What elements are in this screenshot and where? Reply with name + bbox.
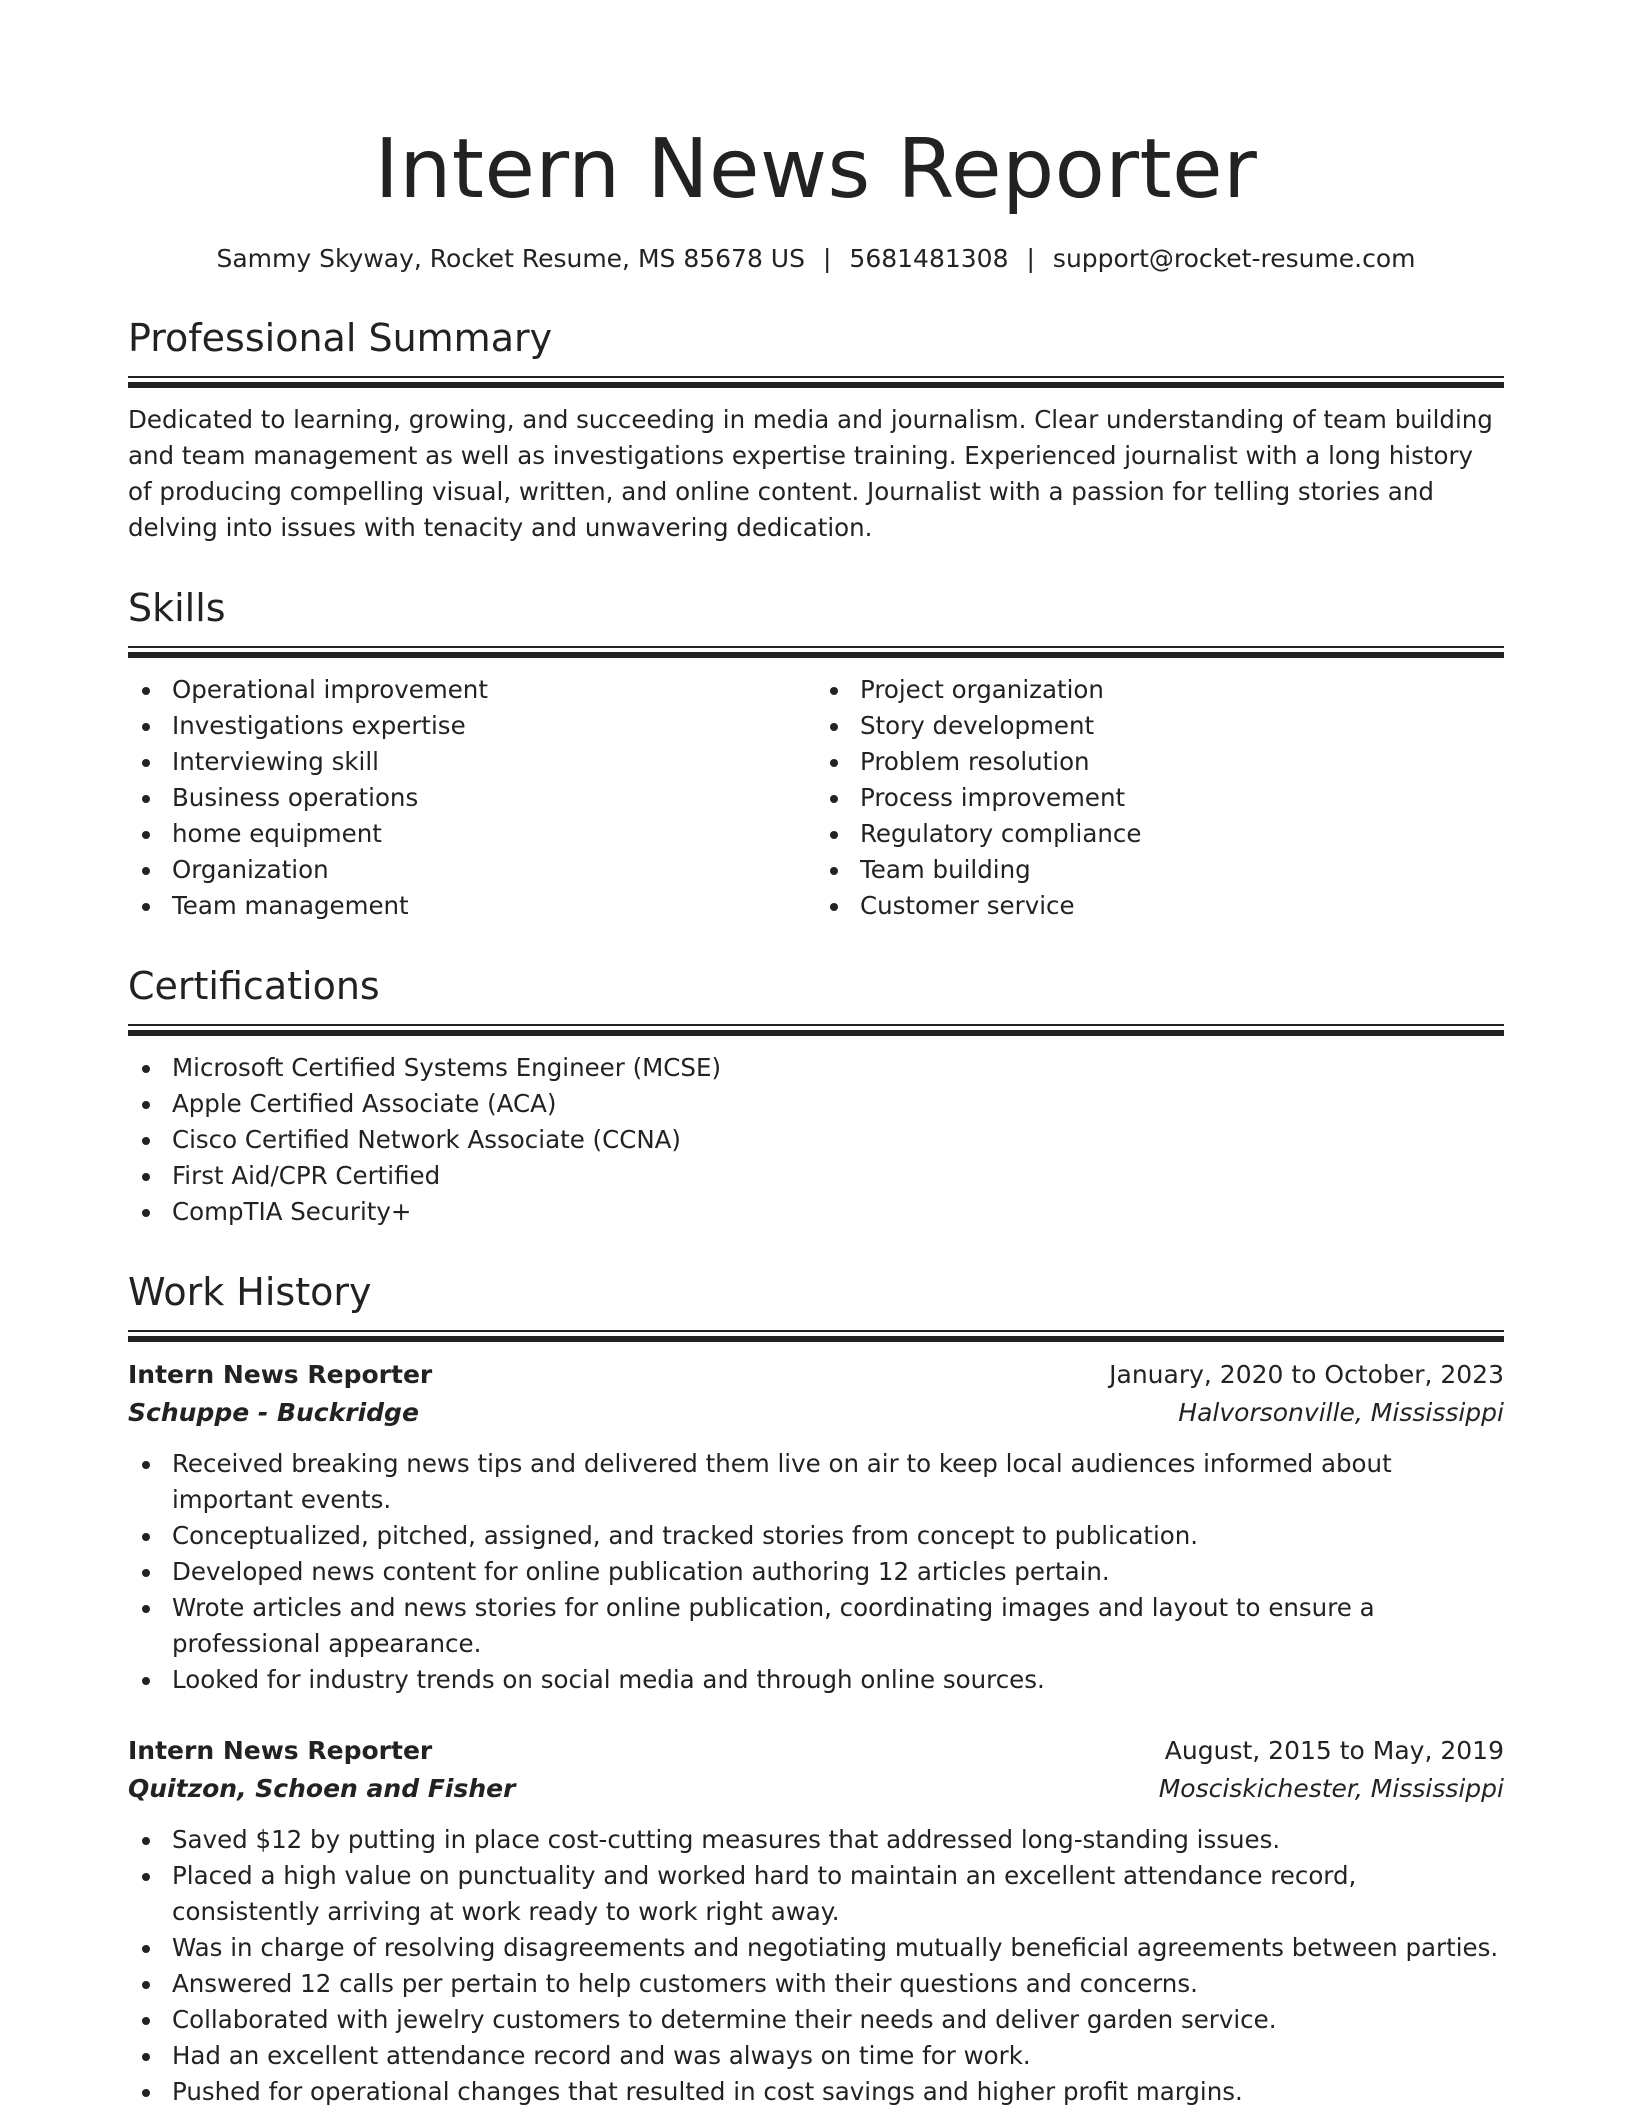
job-duties-list xyxy=(128,1822,1504,2110)
resume-name: Intern News Reporter xyxy=(374,122,1258,217)
job-duty-item: Developed news content for online publication authoring 12 articles pertain. xyxy=(128,1554,1504,1590)
job-location: Halvorsonville, Mississippi xyxy=(1178,1398,1504,1427)
work-history-section xyxy=(128,1270,1504,2110)
skills-list-right xyxy=(816,672,1504,924)
job-entry xyxy=(128,1732,1504,2110)
contact-email: support@rocket-resume.com xyxy=(1052,244,1416,273)
job-subheader-row xyxy=(128,1770,1504,1808)
job-duties-list xyxy=(128,1446,1504,1698)
section-divider xyxy=(128,376,1504,388)
skill-item: Customer service xyxy=(816,888,1504,924)
certifications-section xyxy=(128,964,1504,1230)
summary-section xyxy=(128,316,1504,546)
job-title: Intern News Reporter xyxy=(128,1360,433,1389)
skill-item: Story development xyxy=(816,708,1504,744)
skill-item: Investigations expertise xyxy=(128,708,816,744)
certification-item: Cisco Certified Network Associate (CCNA) xyxy=(128,1122,1504,1158)
job-duty-item: Conceptualized, pitched, assigned, and tracked stories from concept to publication. xyxy=(128,1518,1504,1554)
job-duty-item: Looked for industry trends on social media and through online sources. xyxy=(128,1662,1504,1698)
job-duty-item: Placed a high value on punctuality and worked hard to maintain an excellent attendance record, consistently arriving at work ready to work right away. xyxy=(128,1858,1504,1930)
skill-item: Organization xyxy=(128,852,816,888)
job-duty-item: Collaborated with jewelry customers to determine their needs and deliver garden service. xyxy=(128,2002,1504,2038)
job-entry xyxy=(128,1356,1504,1698)
work-history-heading: Work History xyxy=(128,1270,372,1314)
skill-item: Project organization xyxy=(816,672,1504,708)
job-duty-item: Wrote articles and news stories for online publication, coordinating images and layout to ensure a professional appearance. xyxy=(128,1590,1504,1662)
certification-item: Microsoft Certified Systems Engineer (MCSE) xyxy=(128,1050,1504,1086)
skill-item: Team building xyxy=(816,852,1504,888)
certification-item: First Aid/CPR Certified xyxy=(128,1158,1504,1194)
job-duty-item: Pushed for operational changes that resulted in cost savings and higher profit margins. xyxy=(128,2074,1504,2110)
job-duty-item: Saved $12 by putting in place cost-cutting measures that addressed long-standing issues. xyxy=(128,1822,1504,1858)
section-divider xyxy=(128,1330,1504,1342)
job-duty-item: Received breaking news tips and delivered them live on air to keep local audiences informed about important events. xyxy=(128,1446,1504,1518)
contact-phone: 5681481308 xyxy=(849,244,1009,273)
job-header-row xyxy=(128,1732,1504,1770)
section-divider xyxy=(128,1024,1504,1036)
skill-item: Process improvement xyxy=(816,780,1504,816)
job-duty-item: Was in charge of resolving disagreements and negotiating mutually beneficial agreements between parties. xyxy=(128,1930,1504,1966)
summary-text: Dedicated to learning, growing, and succeeding in media and journalism. Clear understanding of team building and team management as well as investigations expertise training. Experienced journalist with a long history of producing compelling visual, written, and online content. Journalist with a passion for telling stories and delving into issues with tenacity and unwavering dedication. xyxy=(128,405,1493,542)
certification-item: CompTIA Security+ xyxy=(128,1194,1504,1230)
certifications-heading: Certifications xyxy=(128,964,380,1008)
job-company: Quitzon, Schoen and Fisher xyxy=(128,1774,516,1803)
skills-list-left xyxy=(128,672,816,924)
skills-section xyxy=(128,586,1504,924)
contact-address: Sammy Skyway, Rocket Resume, MS 85678 US xyxy=(216,244,805,273)
skill-item: Interviewing skill xyxy=(128,744,816,780)
job-company: Schuppe - Buckridge xyxy=(128,1398,419,1427)
skill-item: Business operations xyxy=(128,780,816,816)
skill-item: home equipment xyxy=(128,816,816,852)
skills-heading: Skills xyxy=(128,586,226,630)
job-location: Mosciskichester, Mississippi xyxy=(1158,1774,1504,1803)
job-dates: January, 2020 to October, 2023 xyxy=(1109,1360,1504,1389)
certifications-list xyxy=(128,1050,1504,1230)
skill-item: Problem resolution xyxy=(816,744,1504,780)
job-duty-item: Answered 12 calls per pertain to help customers with their questions and concerns. xyxy=(128,1966,1504,2002)
skill-item: Operational improvement xyxy=(128,672,816,708)
section-divider xyxy=(128,646,1504,658)
skills-column-left xyxy=(128,672,816,924)
job-duty-item: Had an excellent attendance record and was always on time for work. xyxy=(128,2038,1504,2074)
job-subheader-row xyxy=(128,1394,1504,1432)
summary-heading: Professional Summary xyxy=(128,316,553,360)
job-header-row xyxy=(128,1356,1504,1394)
job-title: Intern News Reporter xyxy=(128,1736,433,1765)
job-dates: August, 2015 to May, 2019 xyxy=(1164,1736,1504,1765)
skill-item: Regulatory compliance xyxy=(816,816,1504,852)
certification-item: Apple Certified Associate (ACA) xyxy=(128,1086,1504,1122)
skills-column-right xyxy=(816,672,1504,924)
contact-separator: | xyxy=(1026,244,1035,273)
skill-item: Team management xyxy=(128,888,816,924)
skills-grid xyxy=(128,672,1504,924)
contact-separator: | xyxy=(822,244,832,273)
contact-line xyxy=(128,242,1504,276)
